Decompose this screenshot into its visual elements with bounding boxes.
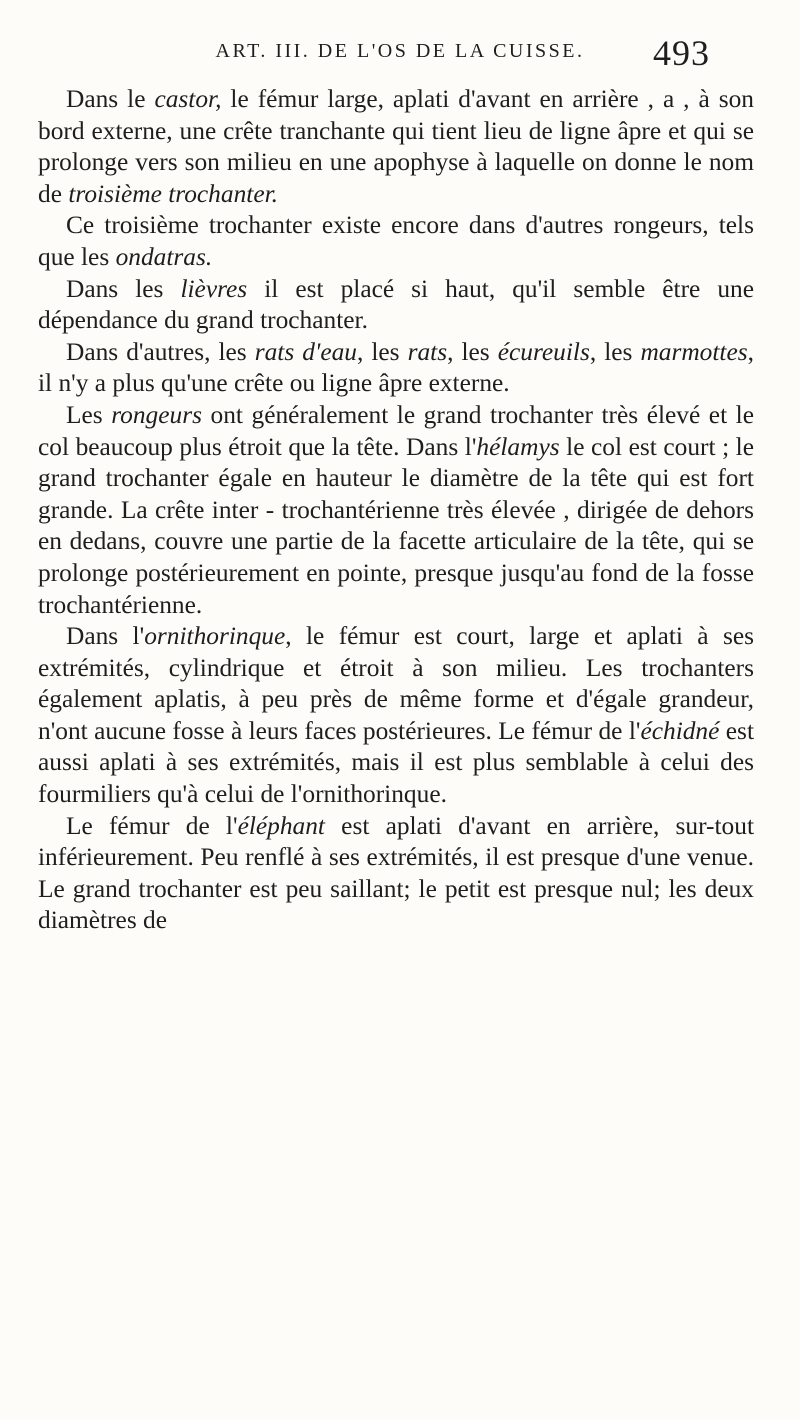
text-run: le col est court ; le grand trochanter égale en hauteur le diamètre de la tête qui est fort grande. La crête inter - trochantérienne très élevée , dirigée de dehors en dedans, couvre une partie de la facette articulaire de la tête, qui se prolonge postérieurement en pointe, presque jusqu'au fond de la fosse trochantérienne. [38, 432, 754, 619]
text-run: est aussi aplati à ses extrémités, mais il est plus semblable à celui des fourmiliers qu'à celui de l'ornithorinque. [38, 716, 754, 809]
running-title: ART. III. DE L'OS DE LA CUISSE. [215, 40, 585, 62]
text-run: , il n'y a plus qu'une crête ou ligne âpre externe. [38, 337, 755, 398]
italic-term: éléphant [237, 811, 325, 840]
italic-term: marmottes [640, 337, 748, 366]
paragraph [38, 621, 754, 811]
italic-term: hélamys [476, 432, 560, 461]
italic-term: troisième trochanter. [68, 179, 279, 208]
text-run: il est placé si haut, qu'il semble être une dépendance du grand trochanter. [38, 274, 755, 335]
italic-term: écureuils [497, 337, 590, 366]
text-run: ont généralement le grand trochanter très élevé et le col beaucoup plus étroit que la tête. Dans l' [38, 400, 754, 461]
text-run: , les [589, 337, 641, 366]
paragraph [38, 337, 754, 400]
italic-term: ondatras. [115, 242, 213, 271]
text-run: Les [66, 400, 112, 429]
italic-term: lièvres [180, 274, 248, 303]
text-run: Ce troisième trochanter existe encore dans d'autres rongeurs, tels que les [38, 211, 754, 271]
paragraph [38, 400, 754, 621]
text-run: Dans les [66, 274, 181, 303]
text-run: Dans l' [66, 622, 145, 651]
italic-term: échidné [640, 716, 720, 745]
text-run: , les [447, 337, 498, 366]
italic-term: castor, [154, 85, 222, 113]
paragraph [38, 811, 754, 937]
text-run: Dans d'autres, les [66, 337, 255, 366]
body-text [38, 84, 754, 937]
italic-term: ornithorinque [144, 622, 286, 651]
paragraph [38, 274, 754, 337]
text-run: le fémur large, aplati d'avant en arrière , a , à son bord externe, une crête tranchante qui tient lieu de ligne âpre et qui se prolonge vers son milieu en une apophyse à laquelle on donne le nom de [38, 85, 755, 208]
paragraph [38, 84, 754, 210]
italic-term: rongeurs [111, 400, 202, 429]
text-run: est aplati d'avant en arrière, sur-tout inférieurement. Peu renflé à ses extrémités, il est presque d'une venue. Le grand trochanter est peu saillant; le petit est presque nul; les deux diamètres de [38, 811, 754, 935]
italic-term: rats [407, 337, 448, 366]
text-run: , le fémur est court, large et aplati à ses extrémités, cylindrique et étroit à son milieu. Les trochanters également aplatis, à peu près de même forme et d'égale grandeur, n'ont aucune fosse à leurs faces postérieures. Le fémur de l' [38, 622, 754, 745]
text-run: Dans le [66, 85, 155, 113]
page-number: 493 [653, 33, 710, 73]
paragraph [38, 210, 754, 273]
running-head [40, 22, 760, 82]
text-run: , les [357, 337, 408, 366]
text-run: Le fémur de l' [66, 811, 238, 840]
italic-term: rats d'eau [254, 337, 357, 366]
